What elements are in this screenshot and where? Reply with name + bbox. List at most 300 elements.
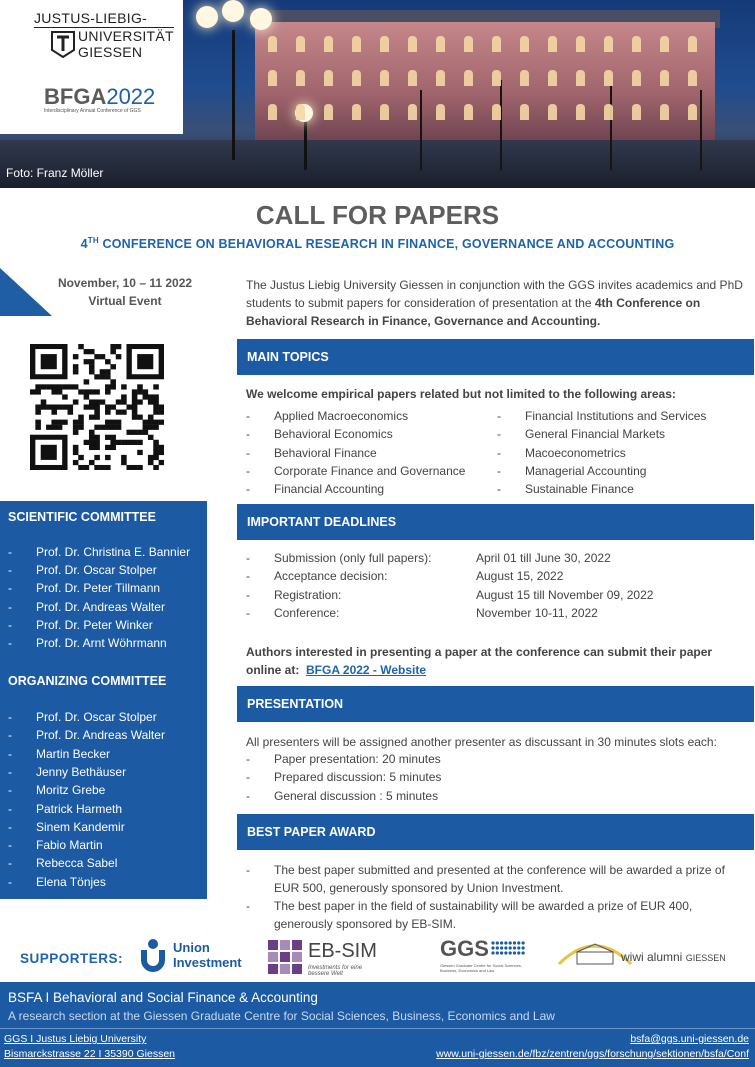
qr-module xyxy=(51,420,57,425)
qr-module xyxy=(148,399,154,404)
website-link[interactable]: BFGA 2022 - Website xyxy=(306,663,427,677)
qr-module xyxy=(73,460,79,465)
member-name: Prof. Dr. Peter Winker xyxy=(36,617,153,632)
qr-module xyxy=(132,394,138,399)
deadline-row xyxy=(246,606,339,620)
qr-module xyxy=(126,404,132,409)
qr-module xyxy=(105,435,111,440)
qr-module xyxy=(51,389,57,394)
qr-module xyxy=(73,420,79,425)
qr-module xyxy=(89,415,95,420)
qr-module xyxy=(94,435,100,440)
topic-item xyxy=(246,409,408,423)
member-name: Elena Tönjes xyxy=(36,874,106,889)
qr-module xyxy=(126,430,132,435)
topic-item xyxy=(497,409,706,423)
university-name-line-3: GIESSEN xyxy=(78,44,143,60)
qr-module xyxy=(159,410,164,415)
conference-logo-tagline: Interdisciplinary Annual Conference of GGS xyxy=(44,108,141,114)
qr-module xyxy=(73,430,79,435)
qr-module xyxy=(35,389,41,394)
member-name: Fabio Martin xyxy=(36,838,103,853)
window xyxy=(296,104,305,120)
qr-module xyxy=(110,425,116,430)
union-investment-line-2: Investment xyxy=(173,955,242,970)
bullet-dash: - xyxy=(497,482,501,497)
bullet-dash: - xyxy=(8,746,12,761)
qr-module xyxy=(132,389,138,394)
qr-module xyxy=(110,364,116,369)
qr-module xyxy=(121,399,127,404)
member-name: Sinem Kandemir xyxy=(36,819,125,834)
qr-module xyxy=(137,465,143,470)
ggs-dot xyxy=(491,951,494,954)
qr-module xyxy=(62,394,68,399)
ggs-dot xyxy=(517,946,520,949)
qr-module xyxy=(46,404,52,409)
presentation-item xyxy=(246,789,438,803)
qr-module xyxy=(110,440,116,445)
qr-module xyxy=(159,450,164,455)
qr-module xyxy=(94,445,100,450)
wiwi-alumni-city: GIESSEN xyxy=(685,953,726,963)
website-url-link[interactable]: www.uni-giessen.de/fbz/zentren/ggs/forschung/sektionen/bsfa/Conf xyxy=(436,1048,749,1060)
qr-module xyxy=(89,440,95,445)
qr-code[interactable] xyxy=(30,344,164,470)
qr-module xyxy=(100,374,106,379)
window xyxy=(408,104,417,120)
qr-module xyxy=(159,460,164,465)
topic-item-text: Corporate Finance and Governance xyxy=(274,463,466,478)
deadlines-heading: IMPORTANT DEADLINES xyxy=(237,504,754,540)
topic-item-text: Applied Macroeconomics xyxy=(274,409,409,423)
presentation-item xyxy=(246,770,441,784)
qr-module xyxy=(153,384,159,389)
qr-module xyxy=(110,384,116,389)
qr-module xyxy=(105,455,111,460)
qr-module xyxy=(68,384,74,389)
bullet-dash: - xyxy=(246,605,250,620)
bullet-dash: - xyxy=(246,863,250,877)
intro-paragraph xyxy=(246,276,744,330)
window xyxy=(408,70,417,86)
qr-module xyxy=(84,440,90,445)
deadline-value: August 15, 2022 xyxy=(476,569,564,584)
qr-module xyxy=(143,420,149,425)
qr-module xyxy=(73,399,79,404)
qr-module xyxy=(148,394,154,399)
bullet-dash: - xyxy=(497,445,501,460)
topic-item xyxy=(497,482,634,496)
lamp-globe xyxy=(222,0,244,22)
member-name: Martin Becker xyxy=(36,746,111,761)
organizing-member xyxy=(8,765,126,779)
qr-module xyxy=(57,404,63,409)
bullet-dash: - xyxy=(246,551,250,565)
qr-module xyxy=(51,384,57,389)
member-name: Patrick Harmeth xyxy=(36,801,123,816)
lamp-globe xyxy=(250,8,272,30)
topic-item-text: Sustainable Finance xyxy=(525,482,634,497)
qr-module xyxy=(94,415,100,420)
qr-module xyxy=(132,404,138,409)
window xyxy=(464,36,473,52)
organizing-committee-heading: ORGANIZING COMMITTEE xyxy=(8,674,167,688)
window xyxy=(660,70,669,86)
window xyxy=(576,70,585,86)
window xyxy=(352,36,361,52)
ggs-dot xyxy=(491,946,494,949)
qr-module xyxy=(41,399,47,404)
award-item xyxy=(246,897,746,933)
qr-module xyxy=(78,389,84,394)
bullet-dash: - xyxy=(8,764,12,779)
presentation-intro: All presenters will be assigned another presenter as discussant in 30 minutes slots each: xyxy=(246,735,717,749)
member-name: Jenny Bethäuser xyxy=(36,764,127,779)
deadline-label: Conference: xyxy=(274,605,340,620)
window xyxy=(660,104,669,120)
window xyxy=(352,104,361,120)
qr-module xyxy=(51,425,57,430)
qr-module xyxy=(84,349,90,354)
qr-module xyxy=(84,404,90,409)
qr-module xyxy=(153,420,159,425)
union-investment-icon xyxy=(138,938,168,972)
qr-module xyxy=(62,404,68,409)
qr-module xyxy=(89,430,95,435)
qr-module xyxy=(116,425,122,430)
qr-module xyxy=(105,384,111,389)
bullet-dash: - xyxy=(246,482,250,497)
qr-module xyxy=(132,440,138,445)
supporters-label: SUPPORTERS: xyxy=(20,951,124,966)
window xyxy=(324,70,333,86)
qr-module xyxy=(116,399,122,404)
ggs-dot xyxy=(504,946,507,949)
qr-module xyxy=(105,389,111,394)
organizing-member xyxy=(8,728,165,742)
member-name: Prof. Dr. Peter Tillmann xyxy=(36,581,161,596)
bullet-dash: - xyxy=(8,599,12,614)
qr-module xyxy=(57,384,63,389)
union-investment-logo[interactable] xyxy=(138,936,248,974)
qr-module xyxy=(35,404,41,409)
qr-module xyxy=(84,389,90,394)
deadline-label: Acceptance decision: xyxy=(274,569,388,584)
qr-module xyxy=(84,379,90,384)
university-name-line-2: UNIVERSITÄT xyxy=(78,28,174,44)
qr-module xyxy=(148,420,154,425)
scientific-member xyxy=(8,636,167,650)
ggs-dot xyxy=(500,941,503,944)
qr-module xyxy=(100,369,106,374)
member-name: Prof. Dr. Oscar Stolper xyxy=(36,563,157,578)
deadline-label: Submission (only full papers): xyxy=(274,551,432,565)
qr-module xyxy=(148,455,154,460)
subtitle-ordinal: TH xyxy=(87,236,99,245)
ggs-dot xyxy=(522,941,525,944)
qr-module xyxy=(41,404,47,409)
organizing-member xyxy=(8,820,125,834)
wiwi-alumni-logo[interactable] xyxy=(555,934,733,974)
conference-logo xyxy=(44,84,155,110)
qr-module xyxy=(73,364,79,369)
window xyxy=(520,104,529,120)
ggs-tagline: Giessen Graduate Centre for Social Sciences, Business, Economics and Law xyxy=(440,963,522,973)
union-investment-line-1: Union xyxy=(173,940,210,955)
bullet-dash: - xyxy=(246,587,250,602)
window xyxy=(576,36,585,52)
window xyxy=(604,70,613,86)
window xyxy=(380,70,389,86)
bullet-dash: - xyxy=(8,636,12,650)
qr-module xyxy=(78,420,84,425)
ggs-name: GGS xyxy=(440,936,489,961)
ggs-dot xyxy=(496,941,499,944)
qr-module xyxy=(132,415,138,420)
qr-module xyxy=(153,394,159,399)
qr-module xyxy=(73,450,79,455)
window xyxy=(436,70,445,86)
qr-module xyxy=(116,354,122,359)
window xyxy=(632,104,641,120)
qr-module xyxy=(148,460,154,465)
address-line-2[interactable]: Bismarckstrasse 22 I 35390 Giessen xyxy=(4,1048,175,1060)
topic-item-text: Managerial Accounting xyxy=(525,463,647,478)
qr-module xyxy=(84,465,90,470)
qr-module xyxy=(78,465,84,470)
university-name-line-1: JUSTUS-LIEBIG- xyxy=(34,10,148,26)
qr-module xyxy=(143,425,149,430)
bullet-dash: - xyxy=(246,752,250,766)
qr-module xyxy=(89,445,95,450)
qr-module xyxy=(132,410,138,415)
qr-module xyxy=(148,425,154,430)
bullet-dash: - xyxy=(246,770,250,785)
ggs-dot xyxy=(504,941,507,944)
qr-module xyxy=(116,344,122,349)
footer-title: BSFA I Behavioral and Social Finance & Accounting xyxy=(8,990,318,1005)
window xyxy=(296,36,305,52)
window xyxy=(688,36,697,52)
qr-module xyxy=(94,354,100,359)
ggs-dot xyxy=(504,951,507,954)
window xyxy=(548,36,557,52)
topic-item xyxy=(246,482,384,496)
qr-module xyxy=(110,379,116,384)
award-text: The best paper submitted and presented at the conference will be awarded a prize of EUR 500, generously sponsored by Union Investment. xyxy=(274,863,725,895)
qr-module xyxy=(132,399,138,404)
qr-module xyxy=(159,404,164,409)
organizing-member xyxy=(8,838,103,852)
window xyxy=(408,36,417,52)
qr-module xyxy=(94,404,100,409)
bullet-dash: - xyxy=(8,838,12,853)
qr-module xyxy=(89,359,95,364)
qr-finder-core xyxy=(41,445,57,460)
qr-module xyxy=(100,465,106,470)
lamp-post xyxy=(304,120,307,170)
window xyxy=(548,70,557,86)
topic-item-text: General Financial Markets xyxy=(525,427,666,442)
window xyxy=(268,70,277,86)
ggs-dot xyxy=(496,951,499,954)
qr-module xyxy=(121,394,127,399)
ggs-logo[interactable] xyxy=(440,936,532,976)
bullet-dash: - xyxy=(246,569,250,584)
qr-module xyxy=(89,404,95,409)
award-heading: BEST PAPER AWARD xyxy=(237,814,754,850)
qr-module xyxy=(153,445,159,450)
qr-module xyxy=(100,399,106,404)
qr-module xyxy=(137,440,143,445)
bullet-dash: - xyxy=(246,899,250,913)
qr-module xyxy=(73,369,79,374)
email-link[interactable]: bsfa@ggs.uni-giessen.de xyxy=(630,1033,749,1045)
window xyxy=(352,70,361,86)
footer xyxy=(0,982,755,1067)
footer-subtitle: A research section at the Giessen Graduate Centre for Social Sciences, Business, Economics and Law xyxy=(8,1009,555,1023)
qr-module xyxy=(62,384,68,389)
tree xyxy=(700,90,702,170)
intro-text: The Justus Liebig University Giessen in conjunction with the GGS invites academics and PhD students to submit papers for consideration of presentation at the xyxy=(246,278,743,310)
deadline-value: August 15 till November 09, 2022 xyxy=(476,587,654,602)
window xyxy=(464,70,473,86)
event-date: November, 10 – 11 2022 xyxy=(57,276,193,290)
window xyxy=(492,36,501,52)
bullet-dash: - xyxy=(8,617,12,632)
qr-finder-core xyxy=(137,354,153,369)
window xyxy=(688,70,697,86)
member-name: Prof. Dr. Andreas Walter xyxy=(36,728,165,743)
bullet-dash: - xyxy=(8,710,12,724)
lamp-globe xyxy=(196,6,218,28)
ggs-dot xyxy=(522,946,525,949)
bullet-dash: - xyxy=(246,788,250,803)
university-logo-icon xyxy=(50,30,76,58)
scientific-committee-heading: SCIENTIFIC COMMITTEE xyxy=(8,510,156,524)
qr-module xyxy=(153,450,159,455)
qr-module xyxy=(110,349,116,354)
qr-module xyxy=(68,404,74,409)
scientific-member xyxy=(8,618,153,632)
qr-module xyxy=(105,369,111,374)
page-title: CALL FOR PAPERS xyxy=(255,200,500,230)
main-topics-heading: MAIN TOPICS xyxy=(237,339,754,375)
window xyxy=(492,104,501,120)
qr-module xyxy=(78,425,84,430)
qr-module xyxy=(121,460,127,465)
member-name: Rebecca Sabel xyxy=(36,856,118,871)
topic-item-text: Behavioral Economics xyxy=(274,427,393,442)
qr-module xyxy=(62,420,68,425)
qr-module xyxy=(51,404,57,409)
qr-module xyxy=(89,349,95,354)
qr-module xyxy=(73,425,79,430)
address-line-1[interactable]: GGS I Justus Liebig University xyxy=(4,1033,147,1045)
bullet-dash: - xyxy=(246,463,250,478)
qr-module xyxy=(153,425,159,430)
qr-module xyxy=(35,425,41,430)
qr-module xyxy=(84,359,90,364)
bullet-dash: - xyxy=(8,581,12,596)
ggs-dot xyxy=(513,946,516,949)
qr-module xyxy=(35,420,41,425)
qr-module xyxy=(116,420,122,425)
member-name: Prof. Dr. Oscar Stolper xyxy=(36,710,157,724)
bullet-dash: - xyxy=(8,856,12,871)
qr-module xyxy=(126,465,132,470)
deadline-value: April 01 till June 30, 2022 xyxy=(476,551,611,565)
qr-module xyxy=(89,460,95,465)
qr-module xyxy=(137,389,143,394)
bullet-dash: - xyxy=(497,463,501,478)
authors-note xyxy=(246,643,746,679)
bullet-dash: - xyxy=(8,783,12,798)
member-name: Prof. Dr. Arnt Wöhrmann xyxy=(36,636,167,650)
authors-text: Authors interested in presenting a paper at the conference can submit their paper online at: xyxy=(246,645,713,677)
page-subtitle xyxy=(0,236,755,251)
qr-module xyxy=(105,410,111,415)
bullet-dash: - xyxy=(8,563,12,578)
qr-module xyxy=(105,359,111,364)
topic-item xyxy=(246,464,465,478)
main-topics-intro: We welcome empirical papers related but not limited to the following areas: xyxy=(246,387,676,401)
qr-module xyxy=(78,455,84,460)
qr-module xyxy=(153,404,159,409)
presentation-item-text: Prepared discussion: 5 minutes xyxy=(274,770,442,785)
presentation-item-text: General discussion : 5 minutes xyxy=(274,788,439,803)
qr-module xyxy=(121,410,127,415)
topic-item xyxy=(246,446,377,460)
window xyxy=(324,36,333,52)
qr-module xyxy=(153,465,159,470)
organizing-member xyxy=(8,710,157,724)
presentation-item-text: Paper presentation: 20 minutes xyxy=(274,752,441,766)
window xyxy=(268,36,277,52)
organizing-member xyxy=(8,856,117,870)
qr-module xyxy=(143,394,149,399)
qr-module xyxy=(121,384,127,389)
qr-module xyxy=(73,354,79,359)
lamp-post xyxy=(232,30,235,160)
organizing-member xyxy=(8,875,106,889)
topic-item xyxy=(246,427,393,441)
qr-module xyxy=(153,399,159,404)
qr-module xyxy=(153,455,159,460)
bullet-dash: - xyxy=(497,427,501,442)
topic-item-text: Financial Institutions and Services xyxy=(525,409,707,423)
window xyxy=(436,104,445,120)
eb-sim-logo[interactable] xyxy=(268,938,380,978)
deadline-value: November 10-11, 2022 xyxy=(476,605,598,620)
ggs-dot xyxy=(522,951,525,954)
scientific-member xyxy=(8,600,165,614)
scientific-member xyxy=(8,545,190,559)
qr-module xyxy=(94,410,100,415)
qr-module xyxy=(41,384,47,389)
ggs-dot xyxy=(509,946,512,949)
qr-module xyxy=(110,420,116,425)
bullet-dash: - xyxy=(8,801,12,816)
window xyxy=(380,36,389,52)
qr-module xyxy=(94,399,100,404)
tree xyxy=(500,80,502,170)
window xyxy=(660,36,669,52)
qr-module xyxy=(94,440,100,445)
qr-module xyxy=(153,410,159,415)
bullet-dash: - xyxy=(8,819,12,834)
